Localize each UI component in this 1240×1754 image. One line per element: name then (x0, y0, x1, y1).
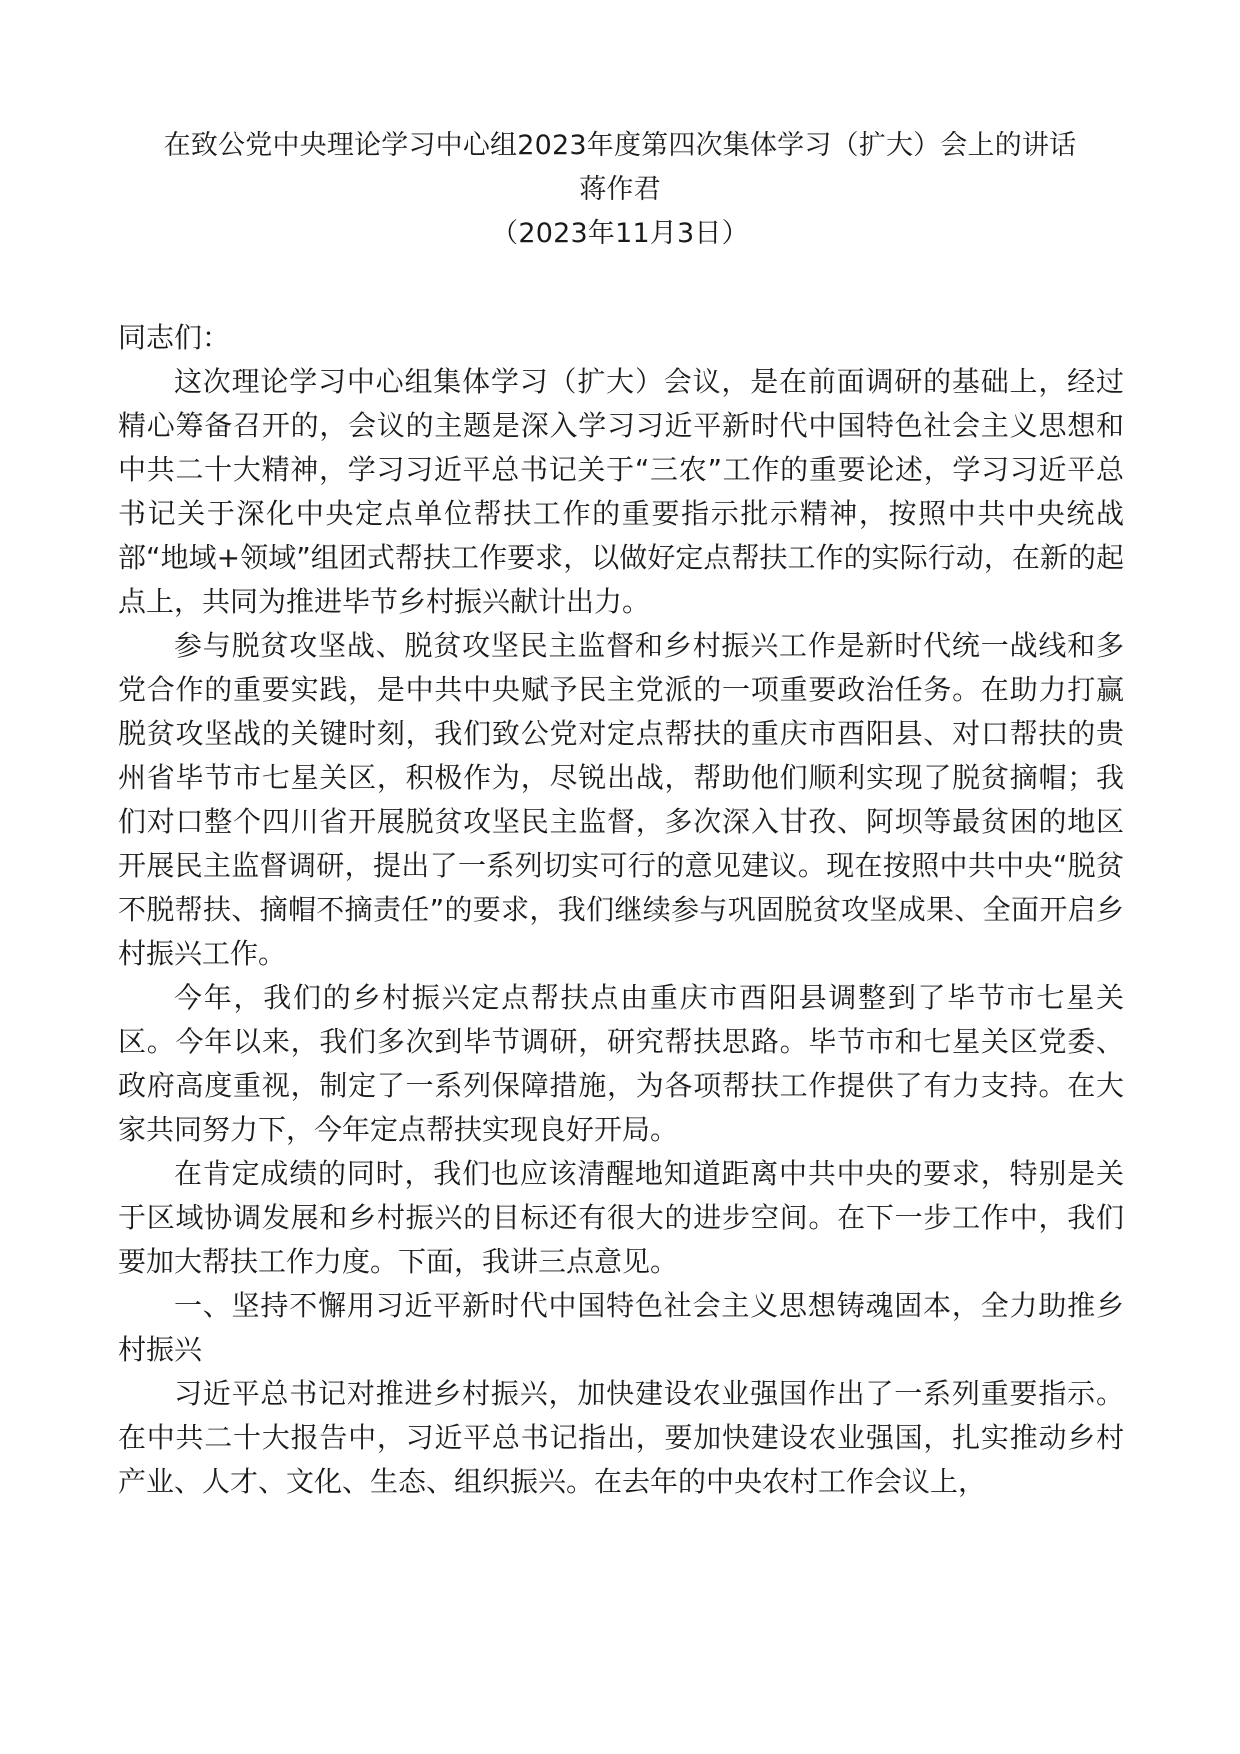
paragraph: 在肯定成绩的同时，我们也应该清醒地知道距离中共中央的要求，特别是关于区域协调发展和乡村振兴的目标还有很大的进步空间。在下一步工作中，我们要加大帮扶工作力度。下面，我讲三点意见。 (118, 1157, 1124, 1278)
salutation: 同志们： (118, 321, 231, 354)
paragraph: 参与脱贫攻坚战、脱贫攻坚民主监督和乡村振兴工作是新时代统一战线和多党合作的重要实践，是中共中央赋予民主党派的一项重要政治任务。在助力打赢脱贫攻坚战的关键时刻，我们致公党对定点帮扶的重庆市酉阳县、对口帮扶的贵州省毕节市七星关区，积极作为，尽锐出战，帮助他们顺利实现了脱贫摘帽；我们对口整个四川省开展脱贫攻坚民主监督，多次深入甘孜、阿坝等最贫困的地区开展民主监督调研，提出了一系列切实可行的意见建议。现在按照中共中央“脱贫不脱帮扶、摘帽不摘责任”的要求，我们继续参与巩固脱贫攻坚成果、全面开启乡村振兴工作。 (118, 629, 1124, 970)
document-author: 蒋作君 (579, 174, 661, 205)
document-date: （2023年11月3日） (491, 218, 749, 249)
document-title: 在致公党中央理论学习中心组2023年度第四次集体学习（扩大）会上的讲话 (163, 130, 1077, 161)
paragraph: 这次理论学习中心组集体学习（扩大）会议，是在前面调研的基础上，经过精心筹备召开的，会议的主题是深入学习习近平新时代中国特色社会主义思想和中共二十大精神，学习习近平总书记关于“三农”工作的重要论述，学习习近平总书记关于深化中央定点单位帮扶工作的重要指示批示精神，按照中共中央统战部“地域+领域”组团式帮扶工作要求，以做好定点帮扶工作的实际行动，在新的起点上，共同为推进毕节乡村振兴献计出力。 (118, 365, 1124, 618)
document-body (118, 316, 1124, 1504)
section-heading: 一、坚持不懈用习近平新时代中国特色社会主义思想铸魂固本，全力助推乡村振兴 (118, 1289, 1124, 1366)
paragraph: 今年，我们的乡村振兴定点帮扶点由重庆市酉阳县调整到了毕节市七星关区。今年以来，我们多次到毕节调研，研究帮扶思路。毕节市和七星关区党委、政府高度重视，制定了一系列保障措施，为各项帮扶工作提供了有力支持。在大家共同努力下，今年定点帮扶实现良好开局。 (118, 981, 1124, 1146)
paragraph: 习近平总书记对推进乡村振兴，加快建设农业强国作出了一系列重要指示。在中共二十大报告中，习近平总书记指出，要加快建设农业强国，扎实推动乡村产业、人才、文化、生态、组织振兴。在去年的中央农村工作会议上， (118, 1377, 1124, 1498)
document-header (60, 124, 1180, 256)
